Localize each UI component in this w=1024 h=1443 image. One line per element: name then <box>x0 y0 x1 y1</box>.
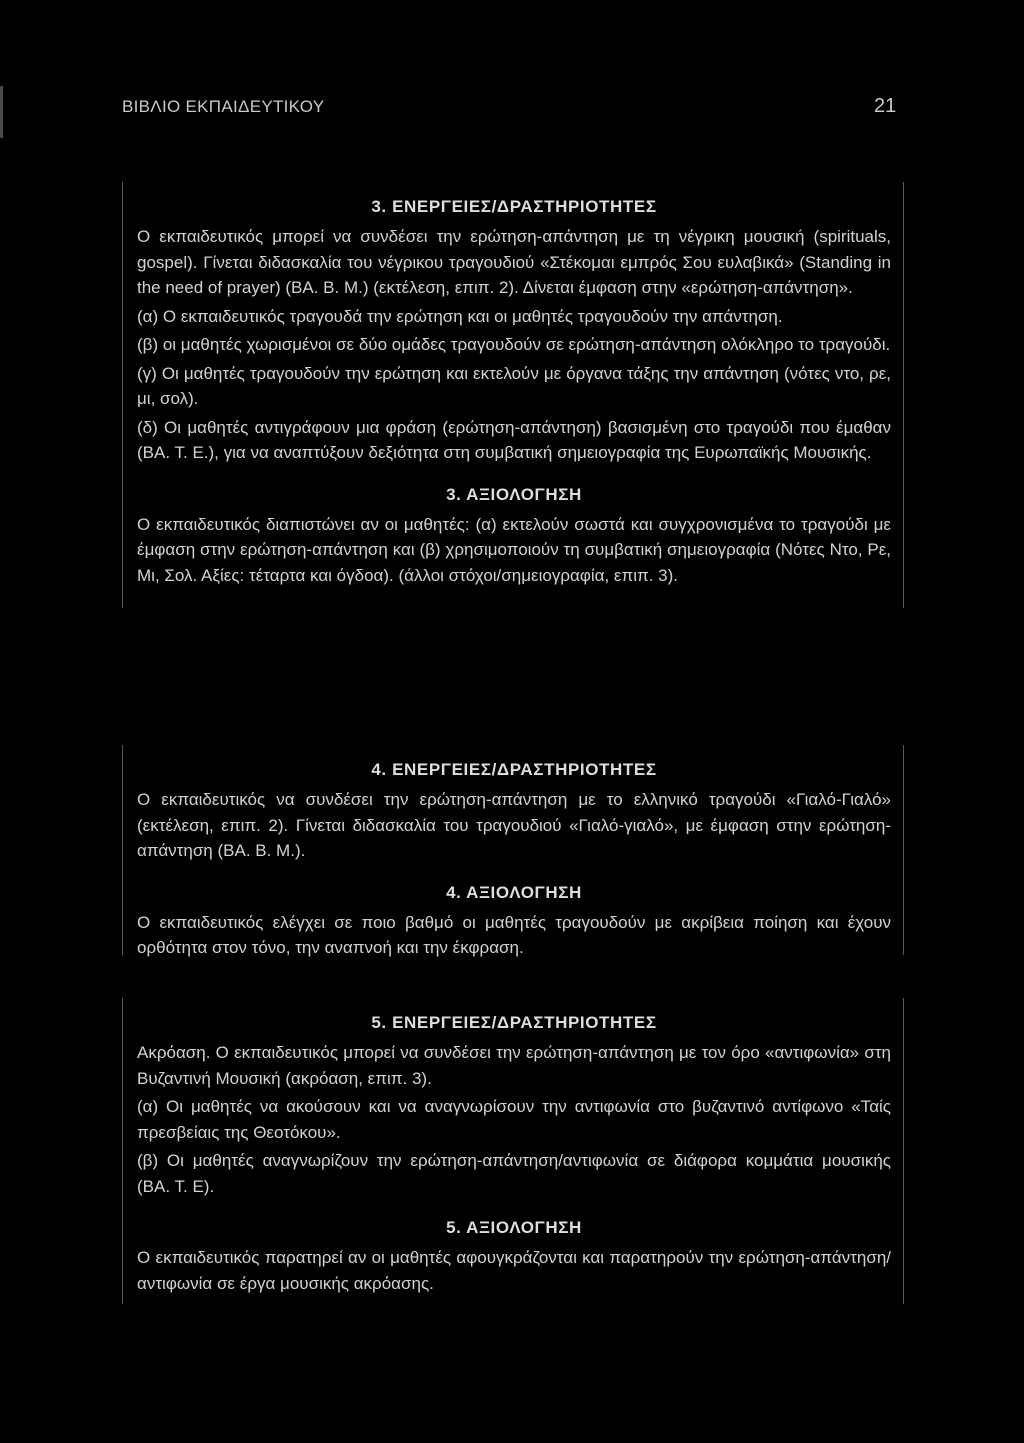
section-3-paragraph: (γ) Οι μαθητές τραγουδούν την ερώτηση και εκτελούν με όργανα τάξης την απάντηση (νότες ντο, ρε, μι, σολ). <box>137 363 891 408</box>
section-3-paragraph: (δ) Οι μαθητές αντιγράφουν μια φράση (ερώτηση-απάντηση) βασισμένη στο τραγούδι που έμαθαν (ΒΑ. Τ. Ε.), για να αναπτύξουν δεξιότητα στη συμβατική σημειογραφία της Ευρωπαϊκής Μουσικής. <box>137 417 891 462</box>
section-3-paragraph: Ο εκπαιδευτικός μπορεί να συνδέσει την ερώτηση-απάντηση με τη νέγρικη μουσική (spirituals, gospel). Γίνεται διδασκαλία του νέγρικου τραγουδιού «Στέκομαι εμπρός Σου ευλαβικά» (Standing in the need of prayer) (ΒΑ. Β. Μ.) (εκτέλεση, επιπ. 2). Δίνεται έμφαση στην «ερώτηση-απάντηση». <box>137 227 891 297</box>
page-number: 21 <box>874 95 897 117</box>
section-3-paragraph: (α) Ο εκπαιδευτικός τραγουδά την ερώτηση και οι μαθητές τραγουδούν την απάντηση. <box>137 306 783 326</box>
section-5-activities-heading: 5. ΕΝΕΡΓΕΙΕΣ/ΔΡΑΣΤΗΡΙΟΤΗΤΕΣ <box>371 1013 657 1032</box>
section-5-paragraph: (β) Οι μαθητές αναγνωρίζουν την ερώτηση-απάντηση/αντιφωνία σε διάφορα κομμάτια μουσικής (ΒΑ. Τ. Ε). <box>137 1151 891 1196</box>
running-header: ΒΙΒΛΙΟ ΕΚΠΑΙΔΕΥΤΙΚΟΥ <box>122 97 325 116</box>
section-5-paragraph: (α) Οι μαθητές να ακούσουν και να αναγνωρίσουν την αντιφωνία στο βυζαντινό αντίφωνο «Ταίς πρεσβείαις της Θεοτόκου». <box>137 1097 891 1142</box>
section-4-evaluation-text: Ο εκπαιδευτικός ελέγχει σε ποιο βαθμό οι μαθητές τραγουδούν με ακρίβεια ποίηση και έχουν ορθότητα στον τόνο, την αναπνοή και την έκφραση. <box>137 912 891 957</box>
section-3-evaluation-heading: 3. ΑΞΙΟΛΟΓΗΣΗ <box>446 484 582 504</box>
section-5-paragraph: Ακρόαση. Ο εκπαιδευτικός μπορεί να συνδέσει την ερώτηση-απάντηση με τον όρο «αντιφωνία» στη Βυζαντινή Μουσική (ακρόαση, επιπ. 3). <box>137 1043 891 1088</box>
section-3-paragraph: (β) οι μαθητές χωρισμένοι σε δύο ομάδες τραγουδούν σε ερώτηση-απάντηση ολόκληρο το τραγούδι. <box>137 335 891 354</box>
section-3-evaluation-text: Ο εκπαιδευτικός διαπιστώνει αν οι μαθητές: (α) εκτελούν σωστά και συγχρονισμένα το τραγούδι με έμφαση στην ερώτηση-απάντηση και (β) χρησιμοποιούν τη συμβατική σημειογραφία (Νότες Ντο, Ρε, Μι, Σολ. Αξίες: τέταρτα και όγδοα). (άλλοι στόχοι/σημειογραφία, επιπ. 3). <box>137 514 891 585</box>
section-5-evaluation-text: Ο εκπαιδευτικός παρατηρεί αν οι μαθητές αφουγκράζονται και παρατηρούν την ερώτηση-απάντηση/αντιφωνία σε έργα μουσικής ακρόασης. <box>137 1248 891 1293</box>
section-5-evaluation-heading: 5. ΑΞΙΟΛΟΓΗΣΗ <box>446 1218 582 1237</box>
left-margin-rule <box>0 86 3 138</box>
section-4-paragraph: Ο εκπαιδευτικός να συνδέσει την ερώτηση-απάντηση με το ελληνικό τραγούδι «Γιαλό-Γιαλό» (εκτέλεση, επιπ. 2). Γίνεται διδασκαλία του τραγουδιού «Γιαλό-γιαλό», με έμφαση στην ερώτηση-απάντηση (ΒΑ. Β. Μ.). <box>137 790 891 860</box>
section-4-evaluation-heading: 4. ΑΞΙΟΛΟΓΗΣΗ <box>446 882 582 902</box>
section-4 <box>122 745 904 955</box>
section-4-activities-heading: 4. ΕΝΕΡΓΕΙΕΣ/ΔΡΑΣΤΗΡΙΟΤΗΤΕΣ <box>371 760 657 779</box>
section-5 <box>122 998 904 1304</box>
section-3-activities-heading: 3. ΕΝΕΡΓΕΙΕΣ/ΔΡΑΣΤΗΡΙΟΤΗΤΕΣ <box>371 197 657 216</box>
section-3 <box>122 182 904 608</box>
